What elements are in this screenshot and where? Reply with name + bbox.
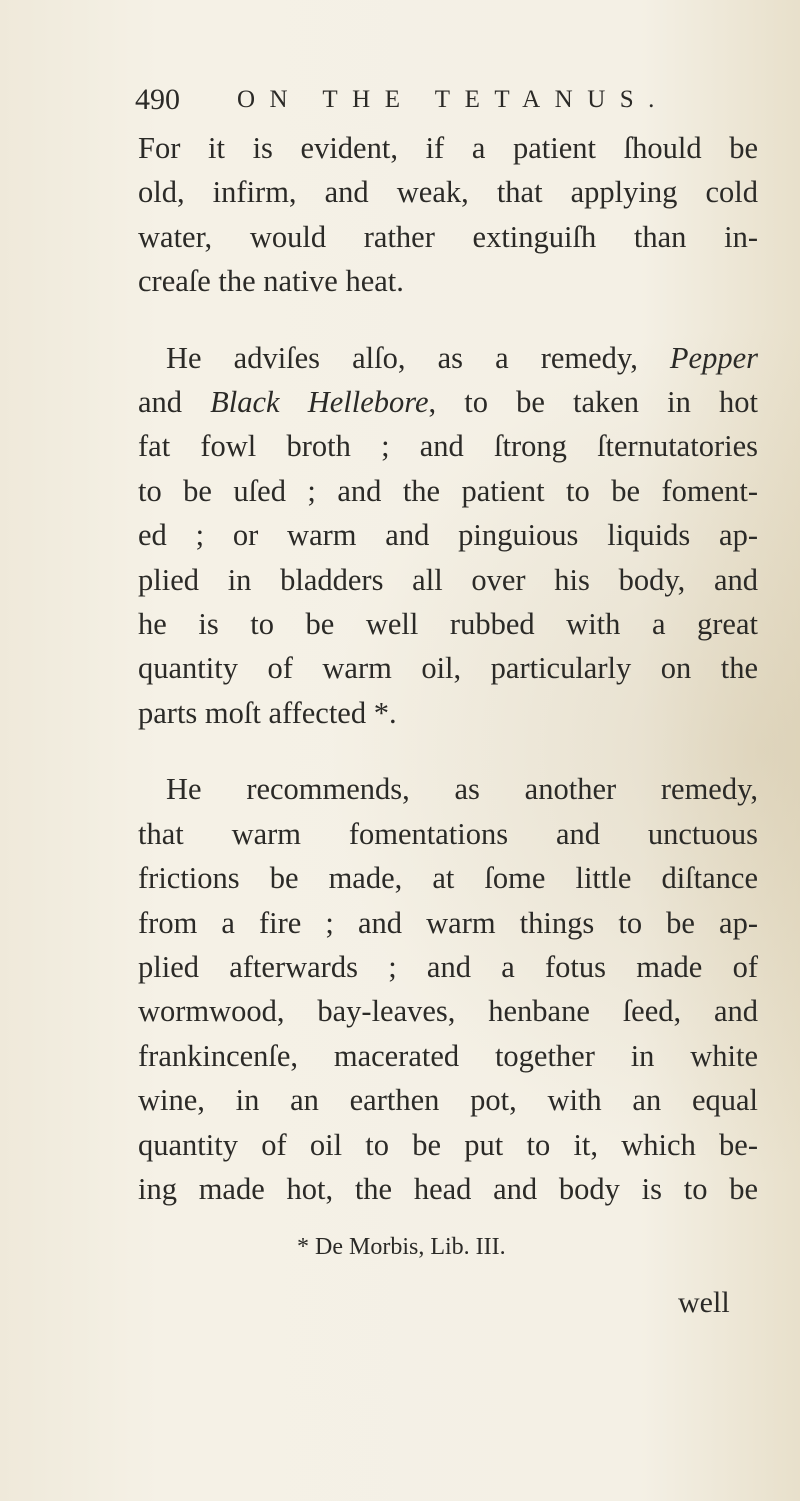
text-line: old, infirm, and weak, that applying cold bbox=[138, 175, 758, 210]
text-line bbox=[138, 380, 758, 424]
paragraph-3 bbox=[138, 767, 758, 1211]
page-header bbox=[135, 80, 695, 120]
body-text bbox=[138, 126, 758, 1211]
italic-term-pepper: Pepper bbox=[669, 340, 758, 375]
text-line: fat fowl broth ; and ſtrong ſternutatories bbox=[138, 429, 758, 464]
text-line: parts moſt affected *. bbox=[138, 695, 397, 730]
text-line: ing made hot, the head and body is to be bbox=[138, 1171, 758, 1206]
text-line: ed ; or warm and pinguious liquids ap- bbox=[138, 518, 758, 553]
paragraph-2 bbox=[138, 336, 758, 736]
text-line bbox=[138, 336, 758, 380]
text-line: he is to be well rubbed with a great bbox=[138, 607, 758, 642]
text-line: wormwood, bay-leaves, henbane ſeed, and bbox=[138, 994, 758, 1029]
italic-term-black-hellebore: Black Hellebore bbox=[210, 385, 429, 420]
text-line: He recommends, as another remedy, bbox=[166, 772, 758, 807]
text-line: plied afterwards ; and a fotus made of bbox=[138, 949, 758, 984]
text-line: that warm fomentations and unctuous bbox=[138, 816, 758, 851]
text-segment: , to be taken in hot bbox=[428, 385, 758, 420]
text-line: For it is evident, if a patient ſhould be bbox=[138, 131, 758, 165]
text-segment: He adviſes alſo, as a remedy, bbox=[166, 340, 670, 375]
text-line: creaſe the native heat. bbox=[138, 264, 404, 299]
text-line: from a fire ; and warm things to be ap- bbox=[138, 905, 758, 940]
text-line: to be uſed ; and the patient to be foment- bbox=[138, 473, 758, 508]
text-line: frictions be made, at ſome little diſtance bbox=[138, 861, 758, 896]
text-line: wine, in an earthen pot, with an equal bbox=[138, 1083, 758, 1118]
running-head: ON THE TETANUS. bbox=[237, 86, 669, 113]
paragraph-1 bbox=[138, 126, 758, 304]
text-line: water, would rather extinguiſh than in- bbox=[138, 219, 758, 254]
catchword: well bbox=[678, 1286, 730, 1319]
footnote: * De Morbis, Lib. III. bbox=[297, 1234, 506, 1260]
text-line: plied in bladders all over his body, and bbox=[138, 562, 758, 597]
text-line: quantity of warm oil, particularly on the bbox=[138, 651, 758, 686]
page-number: 490 bbox=[135, 83, 180, 116]
text-line: quantity of oil to be put to it, which be- bbox=[138, 1127, 758, 1162]
text-line: frankincenſe, macerated together in white bbox=[138, 1038, 758, 1073]
text-segment: and bbox=[138, 385, 211, 420]
